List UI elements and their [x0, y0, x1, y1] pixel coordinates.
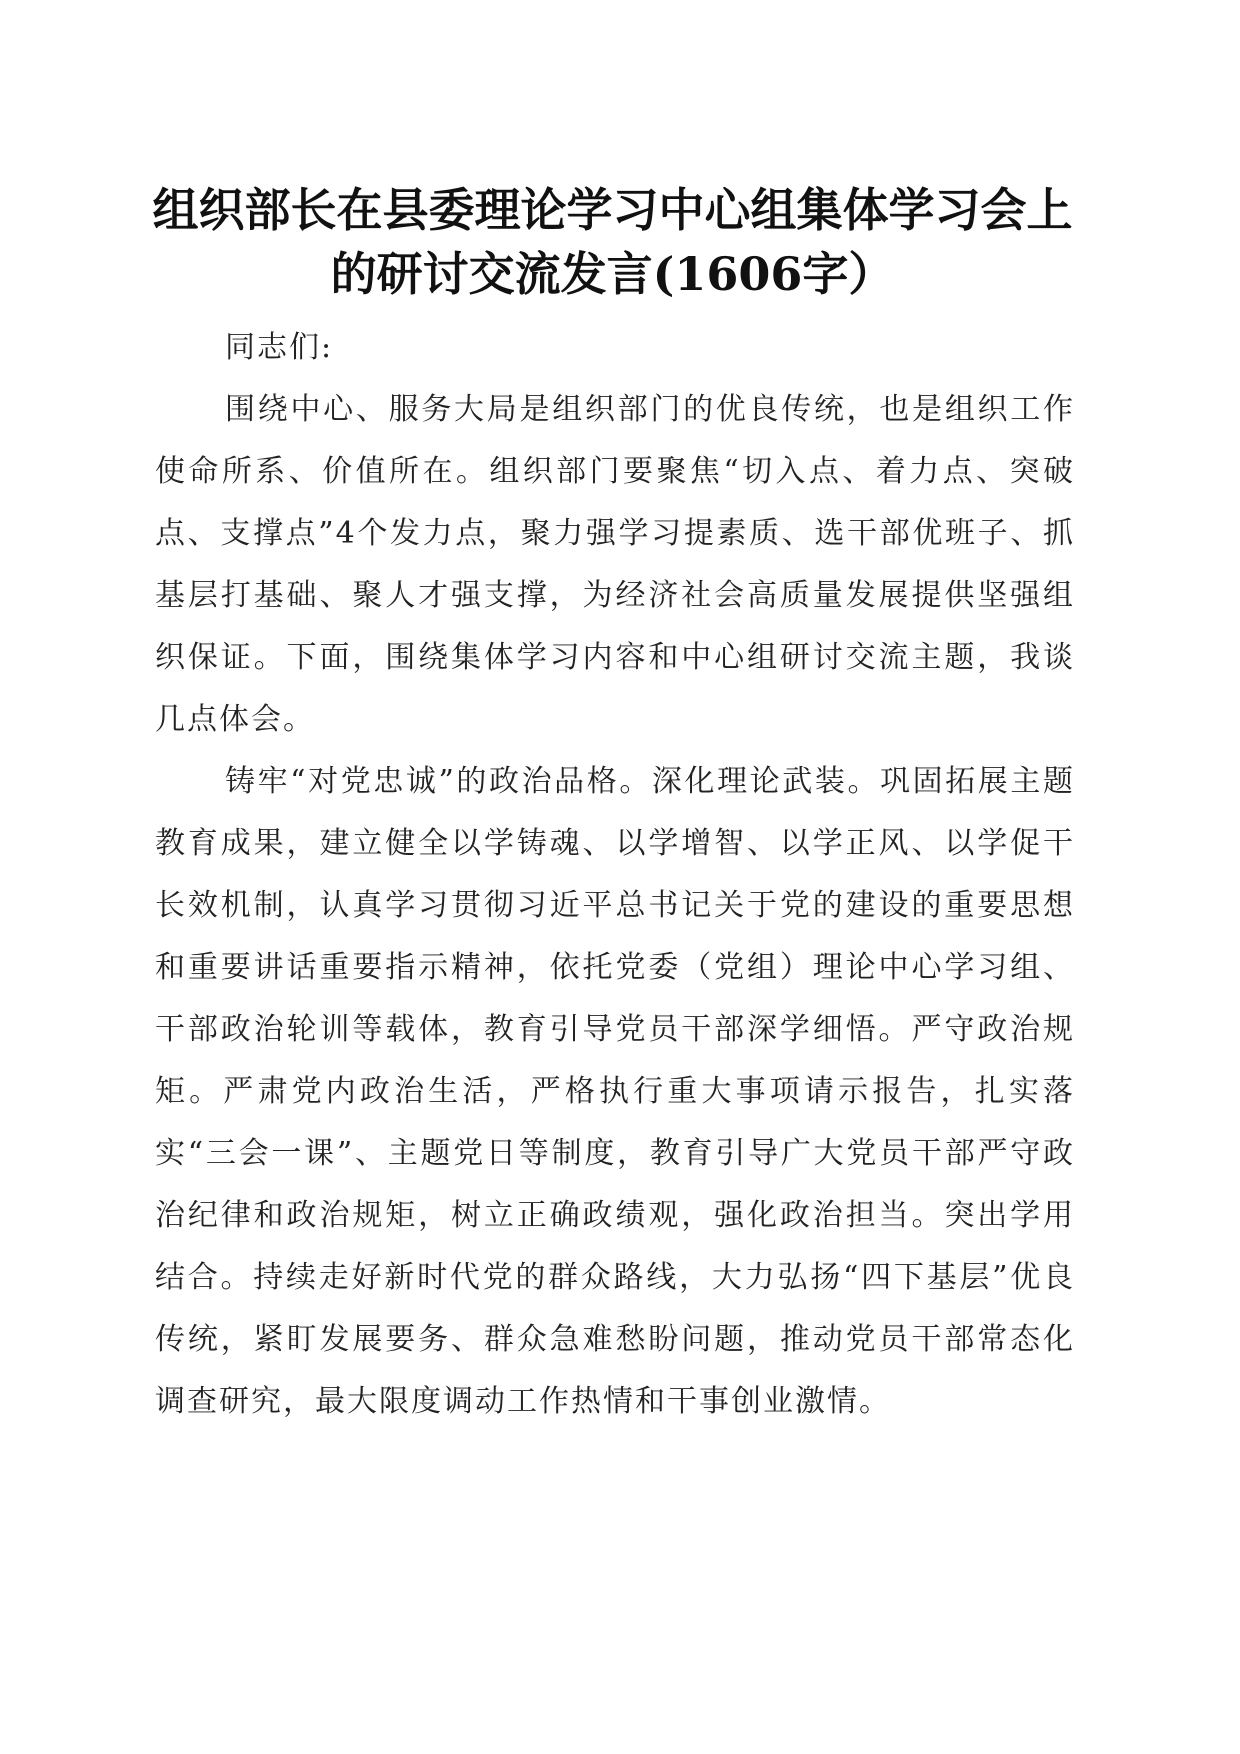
paragraph-intro: 围绕中心、服务大局是组织部门的优良传统，也是组织工作使命所系、价值所在。组织部门要聚焦“切入点、着力点、突破点、支撑点”4个发力点，聚力强学习提素质、选干部优班子、抓基层打基础、聚人才强支撑，为经济社会高质量发展提供坚强组织保证。下面，围绕集体学习内容和中心组研讨交流主题，我谈几点体会。	[155, 392, 1075, 737]
title-line-2: 的研讨交流发言(1606字）	[330, 247, 895, 301]
document-body	[155, 317, 1075, 1433]
salutation: 同志们:	[225, 330, 334, 365]
document-title	[140, 178, 1085, 306]
title-line-1: 组织部长在县委理论学习中心组集体学习会上	[152, 183, 1073, 237]
paragraph-political-character: 铸牢“对党忠诚”的政治品格。深化理论武装。巩固拓展主题教育成果，建立健全以学铸魂、以学增智、以学正风、以学促干长效机制，认真学习贯彻习近平总书记关于党的建设的重要思想和重要讲话重要指示精神，依托党委（党组）理论中心学习组、干部政治轮训等载体，教育引导党员干部深学细悟。严守政治规矩。严肃党内政治生活，严格执行重大事项请示报告，扎实落实“三会一课”、主题党日等制度，教育引导广大党员干部严守政治纪律和政治规矩，树立正确政绩观，强化政治担当。突出学用结合。持续走好新时代党的群众路线，大力弘扬“四下基层”优良传统，紧盯发展要务、群众急难愁盼问题，推动党员干部常态化调查研究，最大限度调动工作热情和干事创业激情。	[155, 764, 1075, 1419]
